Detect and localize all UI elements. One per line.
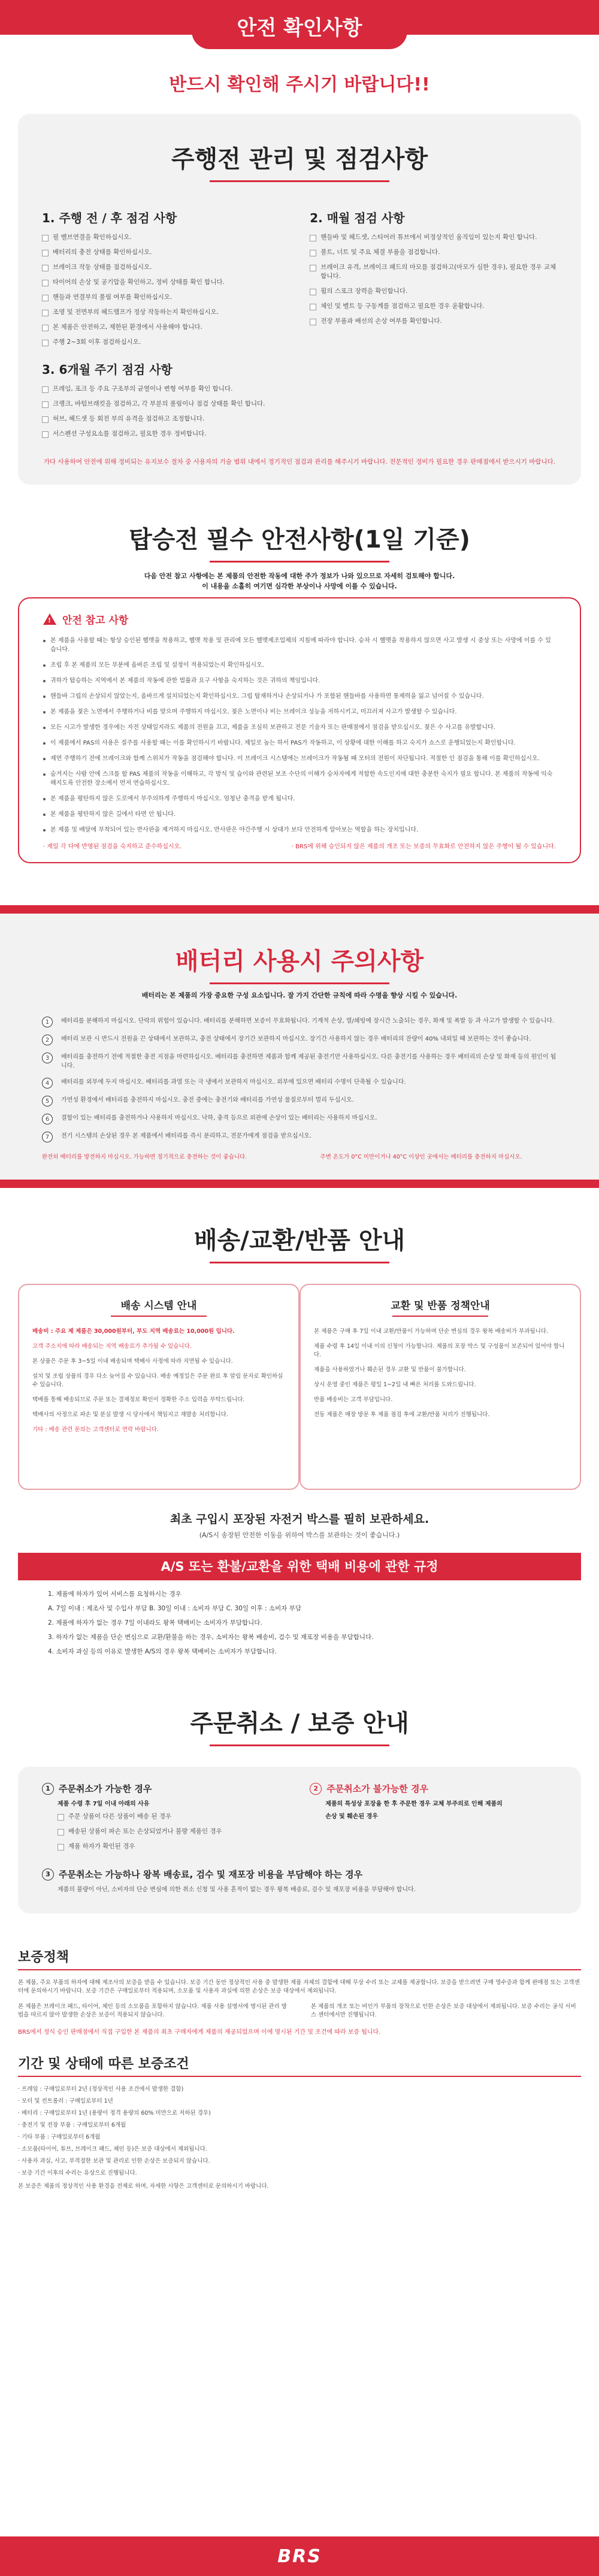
shipping-line: 고객 주소지에 따라 배송되는 지역 배송료가 추가될 수 있습니다. (32, 1343, 192, 1350)
card-underline (392, 1316, 488, 1317)
checklist-text: 체인 및 벨트 등 구동계를 점검하고 필요한 경우 윤활합니다. (320, 303, 485, 310)
shipping-line: 제품을 사용하였거나 훼손된 경우 교환 및 반품이 불가합니다. (314, 1366, 466, 1373)
safety-text: 귀하가 탑승하는 지역에서 본 제품의 작동에 관한 법률과 요구 사항을 숙지하는 것은 귀하의 책임입니다. (50, 678, 320, 684)
battery-item (42, 1114, 557, 1124)
safety-footnote: · BRS에 위해 승인되지 않은 제품의 개조 또는 보증의 무효화로 안전하지 않은 주행이 될 수 있습니다. (291, 843, 556, 850)
condition-item: · 보증 기간 이후의 수리는 유상으로 진행됩니다. (18, 2170, 137, 2176)
checkbox-icon (58, 1844, 64, 1851)
warning-heading-label: 안전 참고 사항 (62, 615, 129, 627)
checklist-item (42, 233, 289, 242)
checklist-item (42, 415, 289, 424)
safety-text: 숨겨지는 사람 안에 스크를 할 PAS 제품의 작동을 이해하고, 각 방식 및 습이와 관련된 보조 수단의 이해가 승차자에게 적합한 속도인지에 대한 충분한 숙지가 필요 합니다. 본 제품의 작동에 익숙해지도록 안전한 장소에서 먼저 연습하십시오. (50, 771, 553, 787)
safety-intro-line: 이 내용을 소홀히 여기면 심각한 부상이나 사망에 이를 수 있습니다. (202, 582, 397, 590)
checklist-text: 휠의 스포크 장력을 확인합니다. (320, 288, 408, 295)
safety-item (43, 754, 556, 763)
warning-heading (43, 612, 556, 627)
conditions-list (0, 2085, 599, 2178)
safety-intro (24, 571, 575, 591)
battery-section (0, 914, 599, 1180)
number-badge: 2 (42, 1035, 53, 1045)
checklist-text: 주행 2~3회 이후 점검하십시오. (53, 338, 141, 346)
inspection-title: 주행전 관리 및 점검사항 (171, 146, 428, 173)
box-keep-subnote: (A/S시 송장된 안전한 이동을 위하여 박스를 보관하는 것이 좋습니다.) (199, 1531, 400, 1539)
safety-item (43, 794, 556, 803)
cancel-sub: 제품 수령 후 7일 이내 아래의 사유 (58, 1801, 150, 1807)
checklist-item (310, 233, 557, 242)
bullet-icon (43, 758, 46, 760)
safety-title: 탑승전 필수 안전사항(1일 기준) (129, 526, 470, 554)
shipping-line: 본 제품은 구매 후 7일 이내 교환/반품이 가능하며 단순 변심의 경우 왕복 배송비가 부과됩니다. (314, 1328, 549, 1335)
safety-text: 본 제품을 평탄하지 않은 도로에서 부주의하게 주행하지 마십시오. 엄청난 충격을 받게 됩니다. (50, 796, 295, 802)
cancel-impossible (310, 1782, 557, 1857)
checklist-item (310, 248, 557, 257)
shipping-cards (18, 1284, 581, 1490)
shipping-section (0, 1222, 599, 1656)
cancel-possible-heading (42, 1782, 289, 1795)
checkbox-icon (58, 1814, 64, 1821)
checklist-text: 볼트, 너트 및 주요 체결 부품을 점검합니다. (320, 249, 440, 256)
as-policy-list (48, 1590, 551, 1656)
checkbox-icon (310, 265, 316, 271)
battery-text: 전기 시스템의 손상된 경우 본 제품에서 배터리를 즉시 분리하고, 전문가에게 점검을 받으십시오. (61, 1133, 312, 1139)
checklist (310, 233, 557, 326)
battery-title: 배터리 사용시 주의사항 (175, 948, 424, 975)
safety-item (43, 770, 556, 788)
checklist-item (310, 302, 557, 311)
checkbox-icon (58, 1829, 64, 1836)
title-underline (210, 982, 389, 984)
checkbox-icon (42, 386, 49, 393)
battery-text: 가연성 환경에서 배터리를 충전하지 마십시오. 충전 중에는 충전기와 배터리를 가연성 물질로부터 멀리 두십시오. (61, 1097, 354, 1103)
safety-text: 본 제품을 사용할 때는 항상 승인된 헬멧을 착용하고, 헬멧 착용 및 관리에 모든 헬멧제조업체의 지침에 따라야 합니다. 승차 시 헬멧을 착용하지 않으면 사고 발생 시 중상 또는 사망에 이를 수 있습니다. (50, 637, 551, 653)
cancel-reasons (42, 1812, 289, 1851)
checkbox-icon (42, 250, 49, 256)
shipping-line: 기타 : 배송 관련 문의는 고객센터로 연락 바랍니다. (32, 1426, 159, 1433)
checklist-item (42, 293, 289, 302)
safety-list (43, 636, 556, 835)
battery-text: 배터리를 외부에 두지 마십시오. 배터리를 과열 또는 극 냉에서 보관하지 마십시오. 외부에 있으면 배터리 수명이 단축될 수 있습니다. (61, 1079, 406, 1086)
check-heading: 3. 6개월 주기 점검 사항 (42, 362, 173, 377)
safety-card (18, 597, 581, 863)
safety-intro-line: 다음 안전 참고 사항에는 본 제품의 안전한 작동에 대한 주가 정보가 나와 있으므로 자세히 검토해야 합니다. (144, 572, 455, 580)
checklist-text: 허브, 헤드셋 등 회전 부의 유격을 점검하고 조정합니다. (53, 415, 205, 422)
bullet-icon (43, 680, 46, 682)
condition-item: · 사용자 과실, 사고, 부적절한 보관 및 관리로 인한 손상은 보증되지 않습니다. (18, 2158, 210, 2164)
shipping-line: 본 상품은 주문 후 3~5일 이내 배송되며 택배사 사정에 따라 지연될 수 있습니다. (32, 1358, 233, 1365)
delivery-card-title: 배송 시스템 안내 (120, 1300, 197, 1312)
cancel-sub: 제품의 특성상 포장을 한 후 주문한 경우 교체 부주의로 인해 제품의 (325, 1801, 503, 1807)
shipping-line: 전동 제품은 매장 방문 후 제품 점검 후에 교환/반품 처리가 진행됩니다. (314, 1411, 490, 1418)
inspection-col-1 (42, 202, 289, 445)
safety-item (43, 661, 556, 670)
card-underline (111, 1316, 207, 1317)
checkbox-icon (42, 431, 49, 438)
safety-text: 이 제품에서 PAS의 사용은 질주를 사용할 때는 이를 확인하시기 바랍니다. 제일로 높는 하서 PAS가 작동하고, 이 상황에 대한 이해를 하고 숙지가 쇼스로 운행되었는지 확인합니다. (50, 740, 516, 746)
battery-text: 결함이 있는 배터리를 충전하거나 사용하지 마십시오. 낙하, 충격 등으로 외관에 손상이 있는 배터리는 사용하지 마십시오. (61, 1115, 377, 1121)
inspection-col-2 (310, 202, 557, 445)
inspection-card (18, 114, 581, 485)
battery-intro: 배터리는 본 제품의 가장 중요한 구성 요소입니다. 잘 가지 간단한 규칙에 따라 수명을 향상 시킬 수 있습니다. (141, 991, 458, 999)
cancel-reason (58, 1842, 289, 1851)
cancel-heading-label: 주문취소가 가능한 경우 (59, 1783, 152, 1794)
cancel-row (42, 1782, 557, 1857)
checklist (42, 385, 289, 439)
checkbox-icon (310, 289, 316, 295)
checklist-text: 배터리의 충전 상태를 확인하십시오. (53, 249, 152, 256)
page-subtitle: 반드시 확인해 주시기 바랍니다!! (169, 74, 430, 95)
battery-item (42, 1132, 557, 1142)
as-policy-item: 2. 제품에 하자가 없는 경우 7일 이내라도 왕복 택배비는 소비자가 부담합니다. (48, 1619, 262, 1626)
battery-item (42, 1078, 557, 1089)
cancel-reason (58, 1812, 289, 1821)
battery-text: 배터리를 분해하지 마십시오. 단락의 위험이 있습니다. 배터리를 분해하면 보증이 무효화됩니다. 기계적 손상, 열/쇄빙에 장시간 노출되는 경우, 화재 및 폭발 등 과 사고가 발생할 수 있습니다. (61, 1018, 555, 1024)
battery-footnote: 주변 온도가 0°C 미만이거나 40°C 이상인 곳에서는 배터리를 충전하지 마십시오. (320, 1154, 522, 1160)
condition-item: · 충전기 및 전장 부품 : 구매일로부터 6개월 (18, 2122, 126, 2128)
checkbox-icon (42, 310, 49, 316)
safety-footnote: · 제일 각 다에 반영된 점검을 숙지하고 준수하십시오. (43, 843, 182, 850)
checklist-item (42, 248, 289, 257)
battery-list (18, 1017, 581, 1142)
as-policy-item: 1. 제품에 하자가 있어 서비스를 요청하시는 경우 (48, 1591, 181, 1598)
checkbox-icon (310, 304, 316, 310)
checklist-text: 핸들과 연결부의 풀림 여부를 확인하십시오. (53, 294, 173, 301)
cancel-reason-text: 주문 상품이 다른 상품이 배송 된 경우 (68, 1813, 172, 1820)
delivery-card (18, 1284, 300, 1490)
safety-item (43, 676, 556, 685)
checklist-item (42, 308, 289, 317)
checklist-text: 프레임, 포크 등 주요 구조부의 균열이나 변형 여부를 확인 합니다. (53, 385, 233, 392)
checkbox-icon (42, 235, 49, 241)
cancel-title: 주문취소 / 보증 안내 (190, 1710, 409, 1737)
shipping-line: 택배사의 사정으로 파손 및 분실 발생 시 당사에서 책임지고 재발송 처리합니다. (32, 1411, 228, 1418)
bullet-icon (43, 727, 46, 729)
number-badge: 3 (42, 1868, 54, 1880)
as-policy-item: 3. 하자가 없는 제품을 단순 변심으로 교환/환불을 하는 경우, 소비자는 왕복 배송비, 검수 및 재포장 비용을 부담합니다. (48, 1634, 374, 1641)
shipping-title: 배송/교환/반품 안내 (193, 1227, 406, 1254)
checkbox-icon (310, 250, 316, 256)
number-badge: 7 (42, 1132, 53, 1142)
check-heading: 2. 매월 점검 사항 (310, 211, 405, 225)
battery-footnotes (42, 1153, 557, 1162)
warning-icon: ! (43, 613, 56, 625)
condition-item: · 프레임 : 구매일로부터 2년 (정상적인 사용 조건에서 발생한 결함) (18, 2086, 184, 2093)
battery-text: 배터리를 충전하기 전에 적절한 충전 지점을 마련하십시오. 배터리를 충전하면 제품과 함께 제공된 충전기만 사용하십시오. 다른 충전기를 사용하는 경우 배터리의 손상 및 화재 등의 원인이 됩니다. (61, 1054, 556, 1069)
title-underline (210, 561, 389, 563)
checklist-item (42, 278, 289, 287)
shipping-line: 설치 및 조립 상품의 경우 다소 늦어질 수 있습니다. 배송 예정일은 주문 완료 후 알림 문자로 확인하실 수 있습니다. (32, 1373, 283, 1388)
bullet-icon (43, 742, 46, 745)
check-heading: 1. 주행 전 / 후 점검 사항 (42, 211, 177, 225)
conditions-underline (18, 2076, 581, 2077)
return-card-title: 교환 및 반품 정책안내 (391, 1300, 490, 1312)
battery-text: 배터리 보관 시 반드시 전원을 끈 상태에서 보관하고, 충전 상태에서 장기간 보관하지 마십시오. 장기간 사용하지 않는 경우 배터리의 잔량이 40% 내외일 때 보관하는 것이 좋습니다. (61, 1036, 531, 1042)
battery-item (42, 1035, 557, 1045)
checklist-item (310, 263, 557, 281)
safety-text: 본 제품을 평탄하지 않은 길에서 타면 안 됩니다. (50, 811, 176, 818)
cancel-impossible-heading (310, 1782, 557, 1795)
as-policy-bar: A/S 또는 환불/교환을 위한 택배 비용에 관한 규정 (18, 1553, 581, 1580)
bullet-icon (43, 696, 46, 698)
checklist-text: 타이어의 손상 및 공기압을 확인하고, 정비 상태를 확인 합니다. (53, 279, 225, 286)
checklist-text: 조명 및 전면부의 헤드램프가 정상 작동하는지 확인하십시오. (53, 309, 219, 316)
condition-item: · 소모품(타이어, 튜브, 브레이크 패드, 체인 등)은 보증 대상에서 제외됩니다. (18, 2146, 207, 2152)
battery-item (42, 1096, 557, 1106)
checklist-text: 브레이크 유격, 브레이크 패드의 마모를 점검하고(마모가 심한 경우), 필요한 경우 교체합니다. (320, 264, 556, 280)
cancel-sub: 손상 및 훼손된 경우 (325, 1813, 378, 1820)
condition-item: · 모터 및 컨트롤러 : 구매일로부터 1년 (18, 2098, 113, 2105)
checkbox-icon (310, 319, 316, 325)
condition-item: · 기타 부품 : 구매일로부터 6개월 (18, 2134, 101, 2140)
number-badge: 4 (42, 1078, 53, 1089)
number-badge: 1 (42, 1783, 54, 1795)
bullet-icon (43, 711, 46, 713)
safety-text: 모든 시고가 발생한 경우에는 자전 상태일지라도 제품의 전원을 끄고, 제품을 조심히 보관하고 전문 기술자 또는 판매점에서 점검을 받으십시오. 젖은 수 사고를 유발합니다. (50, 724, 495, 731)
checkbox-icon (310, 235, 316, 241)
battery-footnote: 완전히 배터리를 방전하지 마십시오. 가능하면 정기적으로 충전하는 것이 좋습니다. (42, 1154, 247, 1160)
cancel-sub: 제품의 불량이 아닌, 소비자의 단순 변심에 의한 취소 신청 및 사용 흔적이 없는 경우 왕복 배송료, 검수 및 재포장 비용을 부담해야 합니다. (58, 1886, 416, 1893)
cancel-section (0, 1704, 599, 1913)
bullet-icon (43, 814, 46, 816)
safety-footnotes (43, 841, 556, 850)
bullet-icon (43, 773, 46, 776)
safety-item (43, 636, 556, 654)
checklist-item (42, 430, 289, 439)
delivery-lines (32, 1328, 285, 1434)
shipping-line: 택배를 통해 배송되므로 주문 또는 결제정보 확인이 정확한 주소 입력을 부탁드립니다. (32, 1396, 245, 1403)
checklist-text: 필 밸브연결을 확인하십시오. (53, 234, 132, 241)
title-underline (210, 1262, 389, 1263)
title-underline (210, 180, 389, 182)
divider-bar (0, 1180, 599, 1188)
warranty-left: 본 제품은 브레이크 패드, 타이어, 체인 등의 소모품을 포함하지 않습니다. 제품 사용 설명서에 명시된 관리 방법을 따르지 않아 발생한 손상은 보증이 적용되지 않습니다. (18, 2003, 287, 2018)
number-badge: 3 (42, 1053, 53, 1063)
number-badge: 1 (42, 1017, 53, 1027)
checklist-item (310, 317, 557, 326)
checklist-item (42, 263, 289, 272)
as-policy-item: 4. 소비자 과실 등의 이유로 발생한 A/S의 경우 왕복 택배비는 소비자가 부담합니다. (48, 1648, 277, 1655)
box-keep-note: 최초 구입시 포장된 자전거 박스를 필히 보관하세요. (170, 1513, 429, 1526)
footer (0, 2536, 599, 2576)
number-badge: 2 (310, 1783, 322, 1795)
safety-section (0, 521, 599, 863)
bullet-icon (43, 640, 46, 642)
safety-item (43, 708, 556, 716)
as-policy-item: A. 7일 이내 : 제조사 및 수입사 부담 B. 30일 이내 : 소비자 부담 C. 30일 이후 : 소비자 부담 (48, 1605, 301, 1612)
battery-item (42, 1053, 557, 1071)
safety-item (43, 723, 556, 732)
condition-item: · 배터리 : 구매일로부터 1년 (용량이 정격 용량의 60% 미만으로 저하된 경우) (18, 2110, 211, 2117)
warranty-red-note: BRS에서 정식 승인 판매점에서 직접 구입한 본 제품의 최초 구매자에게 제품의 재공되었으며 이에 명시된 기간 및 조건에 따라 보증 됩니다. (18, 2029, 381, 2036)
cancel-reason-text: 제품 하자가 확인된 경우 (68, 1843, 135, 1850)
warranty-columns (18, 2003, 581, 2019)
safety-text: 핸들바 그립의 손상되지 않았는지, 올바르게 설치되었는지 확인하십시오. 그립 탑재하거나 손상되거나 가 포함된 핸들바를 사용하면 통제력을 잃고 넘어질 수 있습니다. (50, 693, 484, 700)
checklist-item (42, 385, 289, 394)
warranty-right: 본 제품의 개조 또는 비인가 부품의 장착으로 인한 손상은 보증 대상에서 제외됩니다. 보증 수리는 공식 서비스 센터에서만 진행됩니다. (310, 2003, 576, 2018)
page-title: 안전 확인사항 (192, 2, 407, 49)
checklist-item (310, 287, 557, 296)
checklist-text: 핸들바 및 헤드셋, 스티어러 튜브에서 비정상적인 움직임이 있는지 확인 합니다. (320, 234, 537, 241)
checklist-item (42, 400, 289, 409)
safety-item (43, 692, 556, 701)
safety-item (43, 739, 556, 748)
checklist (42, 233, 289, 347)
warranty-title: 보증정책 (18, 1950, 69, 1965)
checkbox-icon (42, 325, 49, 331)
inspection-note: 가다 사용하여 안전에 위해 정비되는 유지보수 절차 중 사용자의 기술 범위 내에서 정기적인 점검과 관리를 해주시기 바랍니다. 전문적인 정비가 필요한 경우 판매점에서 받으시기 바랍니다. (43, 458, 556, 465)
conditions-title: 기간 및 상태에 따른 보증조건 (18, 2057, 189, 2072)
shipping-line: 반품 배송비는 고객 부담입니다. (314, 1396, 393, 1403)
checkbox-icon (42, 295, 49, 301)
bullet-icon (43, 829, 46, 832)
safety-text: 제면 주행하기 전에 브레이크와 함께 스위치가 작동을 점검해야 합니다. 이 브레이크 시스템에는 브레이크가 작동될 때 모터의 전원이 차단됩니다. 적절한 인 점검을 통해 이를 확인하십시오. (50, 755, 540, 762)
cancel-fee-heading (42, 1868, 557, 1880)
safety-item (43, 826, 556, 835)
checklist-text: 브레이크 작동 상태를 점검하십시오. (53, 264, 152, 271)
cancel-box (18, 1767, 581, 1913)
checklist-text: 전장 부품과 배선의 손상 여부를 확인합니다. (320, 318, 442, 325)
checkbox-icon (42, 340, 49, 346)
cancel-heading-label: 주문취소는 가능하나 왕복 배송료, 검수 및 재포장 비용을 부담해야 하는 경우 (59, 1869, 363, 1880)
return-lines (314, 1328, 567, 1419)
number-badge: 6 (42, 1114, 53, 1124)
shipping-line: 배송비 : 주요 제 제품은 30,000원부터, 부도 지역 배송료는 10,000원 입니다. (32, 1328, 235, 1335)
cancel-reason-text: 배송된 상품이 파손 또는 손상되었거나 불량 제품인 경우 (68, 1828, 222, 1835)
checkbox-icon (42, 401, 49, 408)
number-badge: 5 (42, 1096, 53, 1106)
cancel-possible (42, 1782, 289, 1857)
return-card (300, 1284, 581, 1490)
cancel-reason (58, 1827, 289, 1836)
checkbox-icon (42, 280, 49, 286)
checklist-item (42, 338, 289, 347)
inspection-columns (42, 202, 557, 445)
shipping-line: 상시 운영 중인 제품은 평일 1~2일 내 빠른 처리를 도와드립니다. (314, 1381, 476, 1388)
warranty-paragraph: 본 제품, 주요 부품의 하자에 대해 제조사의 보증을 받을 수 있습니다. 보증 기간 동안 정상적인 사용 중 발생한 제품 자체의 결함에 대해 무상 수리 또는 교체를 제공합니다. 보증을 받으려면 구매 영수증과 함께 판매점 또는 고객센터에 문의하시기 바랍니다. 보증 기간은 구매일로부터 적용되며, 소모품 및 사용자 과실에 의한 손상은 보증 대상에서 제외됩니다. (18, 1979, 580, 1994)
title-underline (210, 1744, 389, 1746)
checklist-text: 서스펜션 구성요소를 점검하고, 필요한 경우 정비합니다. (53, 430, 207, 437)
warranty-final-note: 본 보증은 제품의 정상적인 사용 환경을 전제로 하며, 자세한 사항은 고객센터로 문의하시기 바랍니다. (18, 2183, 269, 2190)
cancel-heading-label: 주문취소가 불가능한 경우 (326, 1783, 429, 1794)
safety-text: 본 제품을 젖은 노면에서 주행하거나 비를 맞으며 주행하지 마십시오. 젖은 노면이나 비는 브레이크 성능을 저하시키고, 미끄러져 사고가 발생할 수 있습니다. (50, 709, 457, 715)
safety-text: 조립 후 본 제품의 모든 부분에 올바른 조립 및 설정이 적용되었는지 확인하십시오. (50, 662, 264, 669)
shipping-line: 제품 수령 후 14일 이내 이의 신청이 가능합니다. 제품의 포장 박스 및 구성품이 보존되어 있어야 합니다. (314, 1343, 565, 1358)
bullet-icon (43, 664, 46, 667)
safety-text: 본 제품 및 배달에 부착되어 있는 반사판을 제거하지 마십시오. 반사판은 야간주행 시 상대가 보다 안전하게 알아보는 역할을 하는 장치입니다. (50, 827, 419, 833)
checklist-item (42, 323, 289, 332)
brs-logo: BRS (277, 2545, 322, 2567)
checkbox-icon (42, 265, 49, 271)
safety-item (43, 810, 556, 819)
checkbox-icon (42, 416, 49, 423)
bullet-icon (43, 798, 46, 800)
checklist-text: 본 제품은 안전하고, 제한된 환경에서 사용해야 합니다. (53, 323, 202, 331)
warranty-underline (18, 1969, 581, 1970)
checklist-text: 크랭크, 바텀브래킷을 점검하고, 각 부분의 풀림이나 점검 상태를 확인 합니다. (53, 400, 265, 407)
divider-bar (0, 905, 599, 914)
battery-item (42, 1017, 557, 1027)
